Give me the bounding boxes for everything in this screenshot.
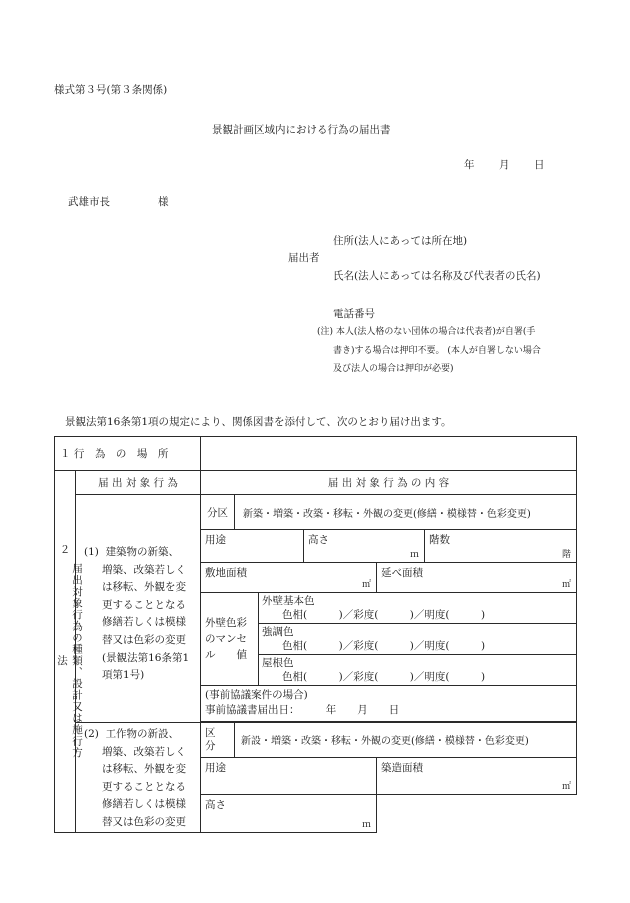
building-desc-line-7: (景観法第16条第1 (102, 651, 190, 664)
prior-consultation-label: (事前協議案件の場合) (205, 689, 308, 701)
roof-color-label: 屋根色 (262, 657, 294, 669)
building-youto-field[interactable] (201, 530, 304, 563)
building-floor-area-unit: ㎡ (562, 580, 572, 590)
applicant-label: 届出者 (288, 252, 320, 264)
building-description (76, 495, 201, 723)
applicant-name-label: 氏名(法人にあっては名称及び代表者の氏名) (333, 270, 541, 282)
location-field[interactable] (201, 437, 577, 471)
structure-desc-line-5: 修繕若しくは模様 (102, 798, 186, 811)
structure-description (76, 723, 201, 833)
structure-blank-area (377, 795, 577, 832)
building-desc-line-1: 建築物の新築、 (105, 546, 180, 558)
seal-note-line-3: 及び法人の場合は押印が必要) (333, 364, 454, 374)
roof-color-field[interactable] (259, 655, 577, 686)
addressee-name: 武雄市長 (68, 196, 110, 208)
prior-consultation-date: 事前協議書届出日： 年 月 日 (205, 704, 400, 716)
munsell-label-line-3: ル 値 (205, 649, 247, 661)
structure-build-area-unit: ㎡ (562, 782, 572, 793)
structure-kubun-label-line-1: 区 (205, 726, 216, 739)
building-desc-line-6: 替又は色彩の変更 (102, 633, 186, 646)
section-2-number: ２ (59, 543, 71, 556)
header-target-action: 届 出 対 象 行 為 (76, 471, 201, 495)
structure-youto-label: 用途 (205, 761, 226, 774)
structure-build-area-field[interactable] (377, 757, 577, 794)
statement: 景観法第16条第1項の規定により、関係図書を添付して、次のとおり届け出ます。 (65, 416, 452, 428)
location-label: １ 行 為 の 場 所 (55, 437, 201, 471)
notification-table (54, 436, 577, 833)
structure-item-number: (2) (84, 728, 99, 740)
structure-height-field[interactable] (201, 795, 377, 832)
date-day-label: 日 (534, 159, 545, 171)
roof-color-values: 色相( )／彩度( )／明度( ) (282, 671, 486, 683)
wall-base-color-field[interactable] (259, 593, 577, 624)
building-floors-unit: 階 (562, 550, 572, 560)
accent-color-label: 強調色 (262, 626, 294, 638)
seal-note-line-2: 書き)する場合は押印不要。 (本人が自署しない場合 (333, 346, 541, 356)
building-site-area-label: 敷地面積 (205, 567, 247, 579)
wall-base-color-label: 外壁基本色 (262, 595, 315, 607)
building-floors-label: 階数 (429, 534, 450, 546)
structure-kubun-options[interactable]: 新設・増築・改築・移転・外観の変更(修繕・模様替・色彩変更) (235, 723, 577, 758)
structure-height-label: 高さ (205, 799, 226, 812)
document-title: 景観計画区域内における行為の届出書 (212, 124, 391, 136)
building-kubun-options[interactable]: 新築・増築・改築・移転・外観の変更(修繕・模様替・色彩変更) (235, 495, 577, 530)
structure-desc-line-2: 増築、改築若しく (102, 745, 186, 758)
accent-color-values: 色相( )／彩度( )／明度( ) (282, 640, 486, 652)
building-floor-area-label: 延べ面積 (381, 567, 423, 579)
building-floor-area-field[interactable] (377, 563, 577, 593)
building-desc-line-5: 修繕若しくは模様 (102, 616, 186, 629)
structure-youto-field[interactable] (201, 757, 377, 794)
building-desc-line-3: は移転、外観を変 (102, 581, 186, 594)
wall-base-color-values: 色相( )／彩度( )／明度( ) (282, 609, 486, 621)
section-2-vertical-label: 届出対象行為の種類、設計又は施行方法 (56, 563, 83, 759)
building-desc-line-2: 増築、改築若しく (102, 563, 186, 576)
munsell-label-line-2: のマンセ (205, 633, 247, 645)
building-site-area-unit: ㎡ (361, 580, 371, 590)
structure-desc-line-4: 更することとなる (102, 780, 186, 793)
building-kubun-label: 分区 (201, 495, 235, 530)
addressee-honorific: 様 (158, 196, 169, 208)
munsell-label-line-1: 外壁色彩 (205, 617, 247, 629)
building-height-unit: ｍ (409, 550, 419, 560)
building-height-field[interactable] (304, 530, 425, 563)
structure-desc-line-3: は移転、外観を変 (102, 763, 186, 776)
structure-kubun-label (201, 723, 235, 758)
structure-kubun-label-line-2: 分 (205, 739, 216, 752)
building-site-area-field[interactable] (201, 563, 377, 593)
building-floors-field[interactable] (425, 530, 577, 563)
applicant-address-label: 住所(法人にあっては所在地) (333, 235, 468, 247)
section-2-label-cell (55, 471, 83, 833)
applicant-phone-label: 電話番号 (333, 308, 375, 320)
form-number: 様式第３号(第３条関係) (54, 84, 168, 96)
building-desc-line-4: 更することとなる (102, 598, 186, 611)
structure-desc-line-1: 工作物の新設、 (105, 728, 180, 740)
date-year-label: 年 (464, 159, 475, 171)
structure-desc-line-6: 替又は色彩の変更 (102, 815, 186, 828)
building-youto-label: 用途 (205, 534, 226, 546)
building-item-number: (1) (84, 546, 99, 558)
accent-color-field[interactable] (259, 624, 577, 655)
prior-consultation-field[interactable] (201, 686, 577, 722)
building-desc-line-8: 項第1号) (102, 669, 145, 682)
building-height-label: 高さ (308, 534, 329, 546)
date-month-label: 月 (499, 159, 510, 171)
seal-note-line-1: (注) 本人(法人格のない団体の場合は代表者)が自署(手 (317, 327, 536, 337)
structure-build-area-label: 築造面積 (381, 761, 423, 774)
structure-height-unit: ｍ (361, 819, 371, 830)
header-action-content: 届 出 対 象 行 為 の 内 容 (201, 471, 577, 495)
munsell-label (201, 593, 259, 686)
